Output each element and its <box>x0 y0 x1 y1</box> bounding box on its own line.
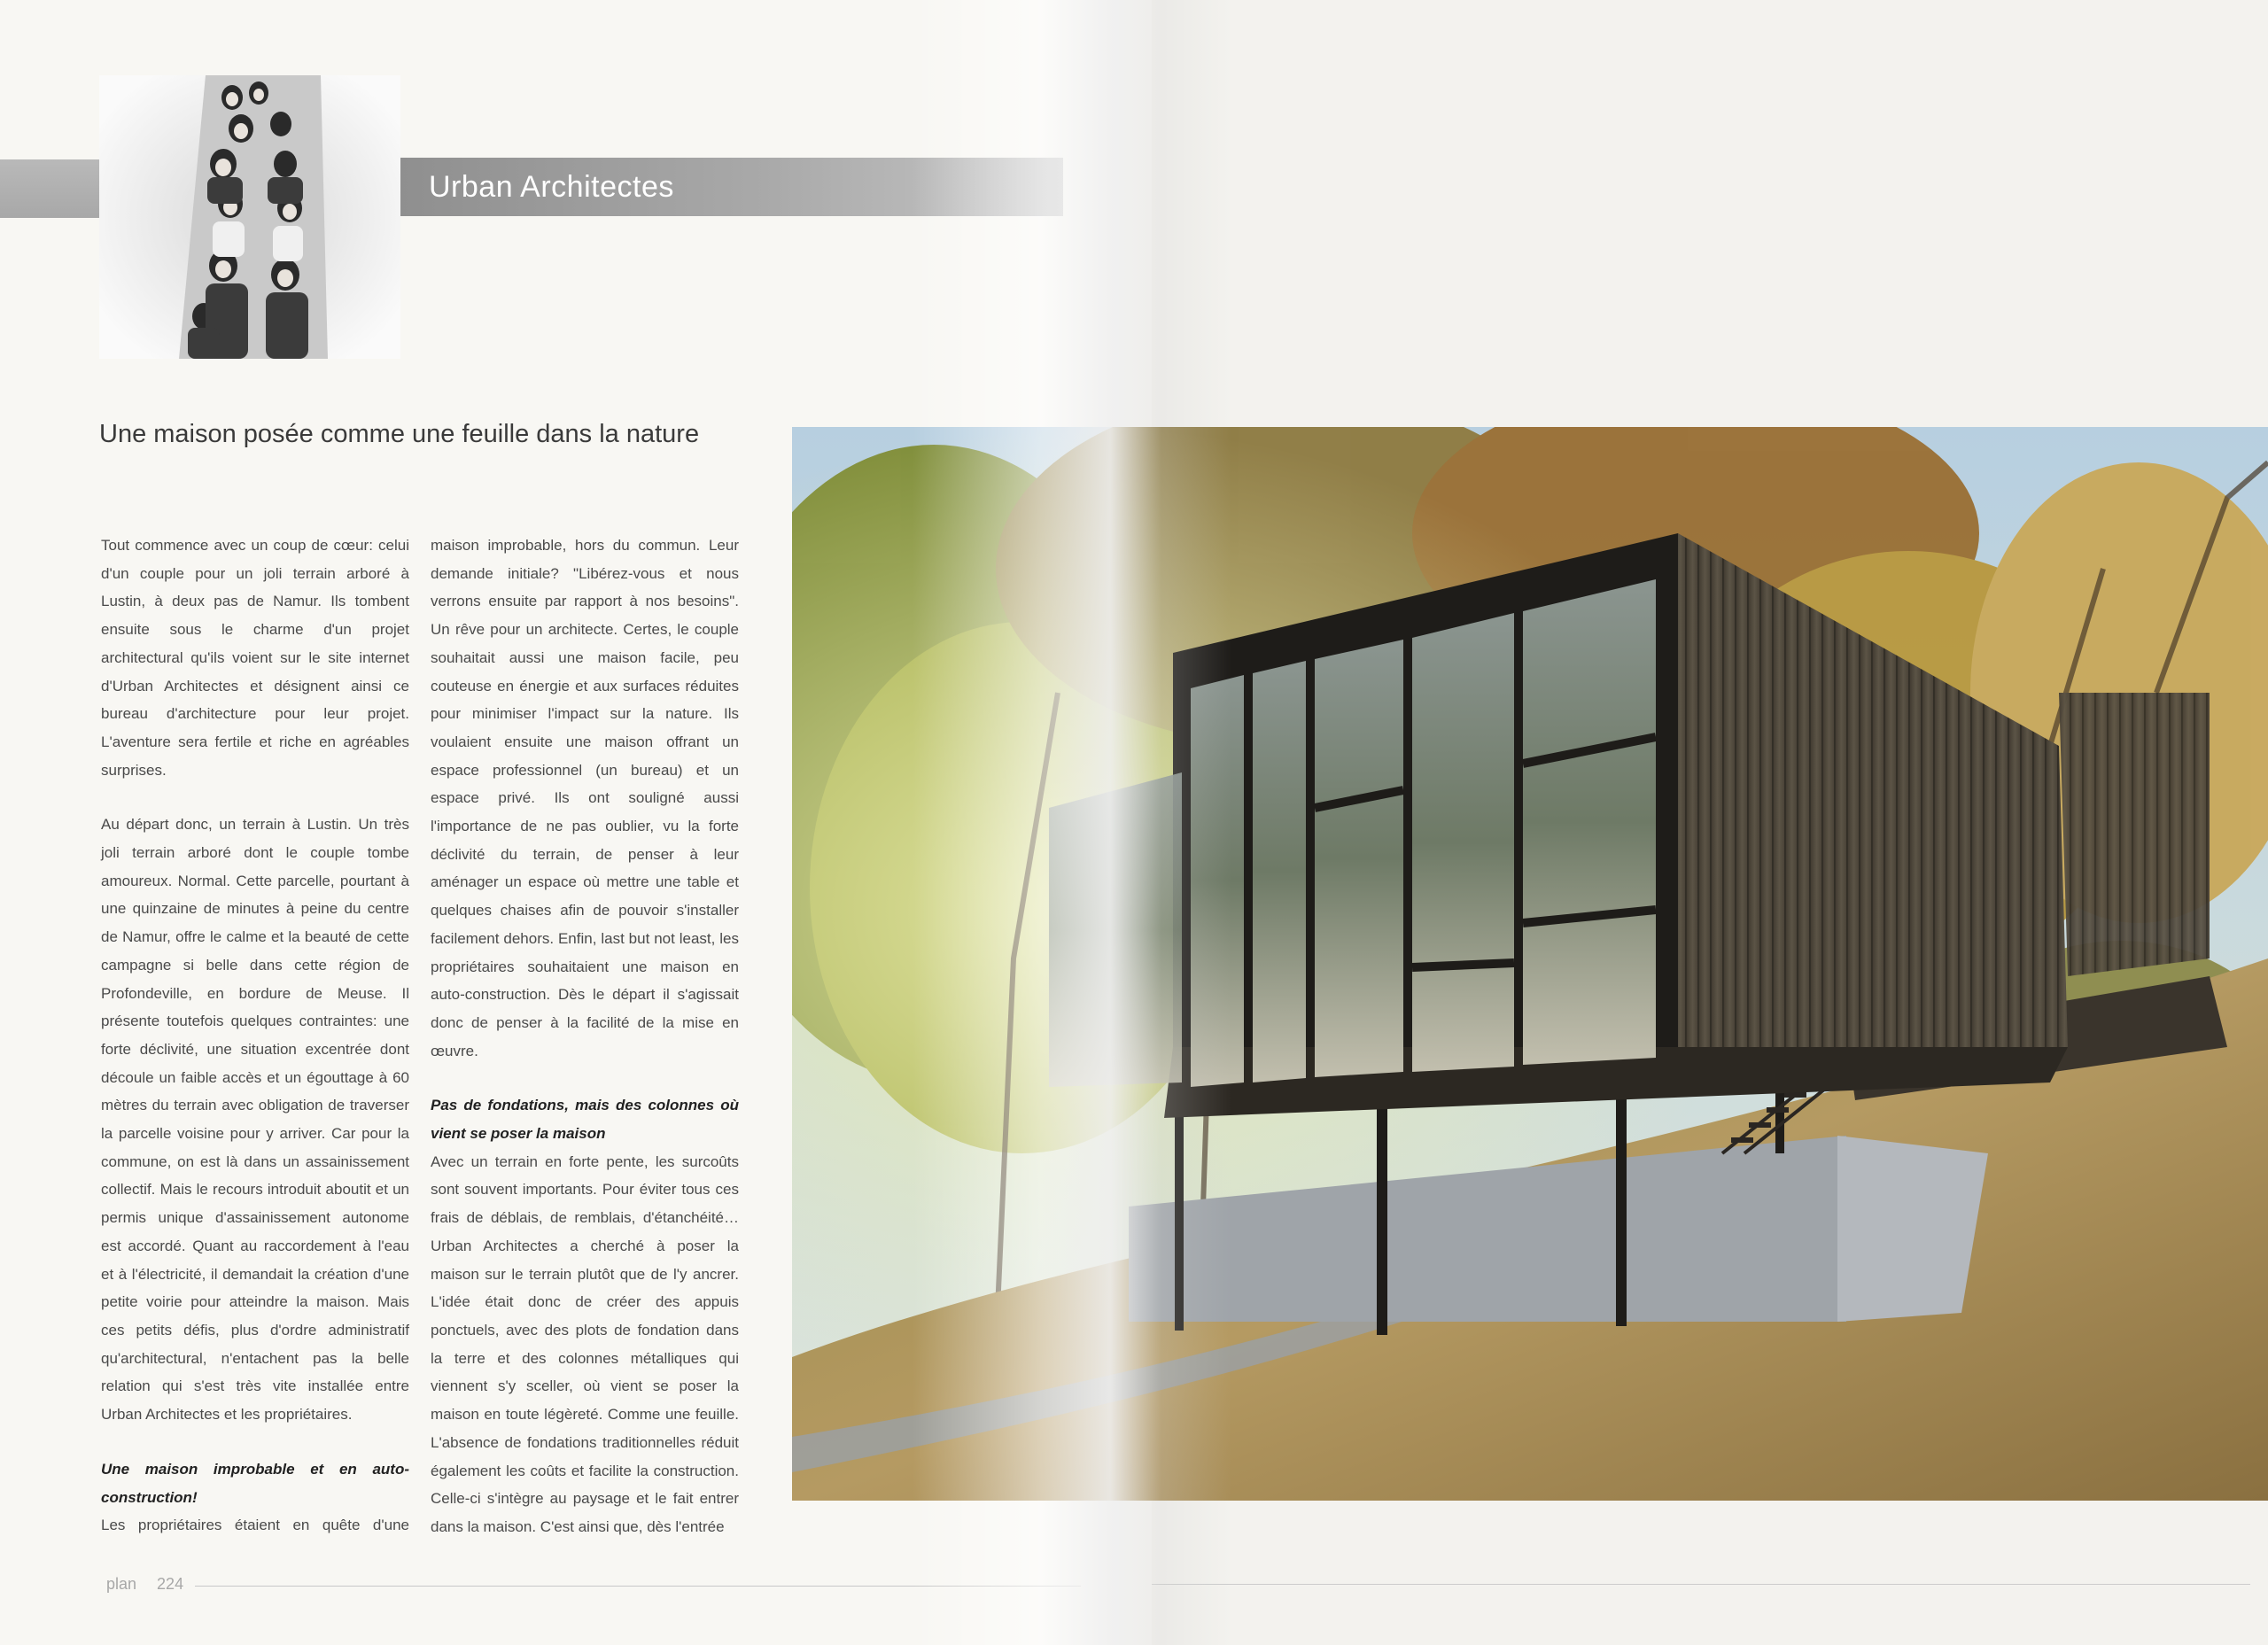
magazine-name: plan <box>106 1575 137 1593</box>
page-footer <box>106 1575 183 1594</box>
team-photo <box>99 75 400 359</box>
paragraph: Tout commence avec un coup de cœur: celui d'un couple pour un joli terrain arboré à Lustin, à deux pas de Namur. Ils tombent ensuite sous le charme d'un projet architectural qu'ils voient sur le site internet d'Urban Architectes et désignent ainsi ce bureau d'architecture pour leur projet. L'aventure sera fertile et riche en agréables surprises. <box>101 537 409 779</box>
paragraph: maison improbable, hors du commun. Leur demande initiale? "Libérez-vous et nous verrons ensuite par rapport à nos besoins". Un rêve pour un architecte. Certes, le couple souhaitait aussi une maison facile, peu couteuse en énergie et aux surfaces réduites pour minimiser l'impact sur la nature. Ils voulaient ensuite une maison offrant un espace professionnel (un bureau) et un espace privé. Ils ont souligné aussi l'importance de ne pas oublier, vu la forte déclivité du terrain, de penser à leur aménager un espace où mettre une table et quelques chaises afin de pouvoir s'installer facilement dehors. Enfin, last but not least, les propriétaires souhaitaient une maison en auto-construction. Dès le départ il s'agissait donc de penser à la facilité de la mise en œuvre. <box>431 537 739 1059</box>
house-rendering <box>792 427 2268 1501</box>
paragraph: Au départ donc, un terrain à Lustin. Un très joli terrain arboré dont le couple tombe amoureux. Normal. Cette parcelle, pourtant à une quinzaine de minutes à peine du centre de Namur, offre le calme et la beauté de cette campagne si belle dans cette région de Profondeville, en bordure de Meuse. Il présente toutefois quelques contraintes: une forte déclivité, une situation excentrée dont découle un faible accès et un égouttage à 60 mètres du terrain avec obligation de traverser la parcelle voisine pour y arriver. Car pour la commune, on est là dans un assainissement collectif. Mais le recours introduit aboutit et un permis unique d'assainissement autonome est accordé. Quant au raccordement à l'eau et à l'électricité, il demandait la création d'une petite voirie pour atteindre la maison. Mais ces petits défis, plus d'ordre administratif qu'architectural, n'entachent pas la belle relation qui s'est très vite installée entre Urban Architectes et les propriétaires. <box>101 816 409 1424</box>
paragraph: Avec un terrain en forte pente, les surcoûts sont souvent importants. Pour éviter tous ces frais de déblais, de remblais, d'étanchéité… Urban Architectes a cherché à poser la maison sur le terrain plutôt que de l'y ancrer. L'idée était donc de créer des appuis ponctuels, avec des plots de fondation dans la terre et des colonnes métalliques qui viennent s'y sceller, où vient se poser la maison en toute légèreté. Comme une feuille. L'absence de fondations traditionnelles réduit également les coûts et facilite la construction. Celle-ci s'intègre au paysage et le fait entrer dans la maison. C'est ainsi que, dès l'entrée <box>431 1152 739 1535</box>
paragraph: Les propriétaires étaient en quête d'une <box>101 1517 409 1534</box>
text-column-1 <box>101 532 409 1540</box>
team-photo-illustration <box>99 75 400 359</box>
subheading: Pas de fondations, mais des colonnes où vient se poser la maison <box>431 1097 739 1143</box>
text-column-2 <box>431 532 739 1541</box>
article-headline: Une maison posée comme une feuille dans la nature <box>99 420 700 448</box>
subheading: Une maison improbable et en auto-construction! <box>101 1460 409 1506</box>
house-photo <box>792 427 2268 1501</box>
footer-rule <box>195 1586 1081 1587</box>
footer-rule-right <box>1152 1584 2250 1585</box>
firm-name: Urban Architectes <box>429 170 674 204</box>
header-band-left <box>0 159 99 218</box>
page-number: 224 <box>157 1575 184 1593</box>
firm-title-band <box>400 158 1063 216</box>
